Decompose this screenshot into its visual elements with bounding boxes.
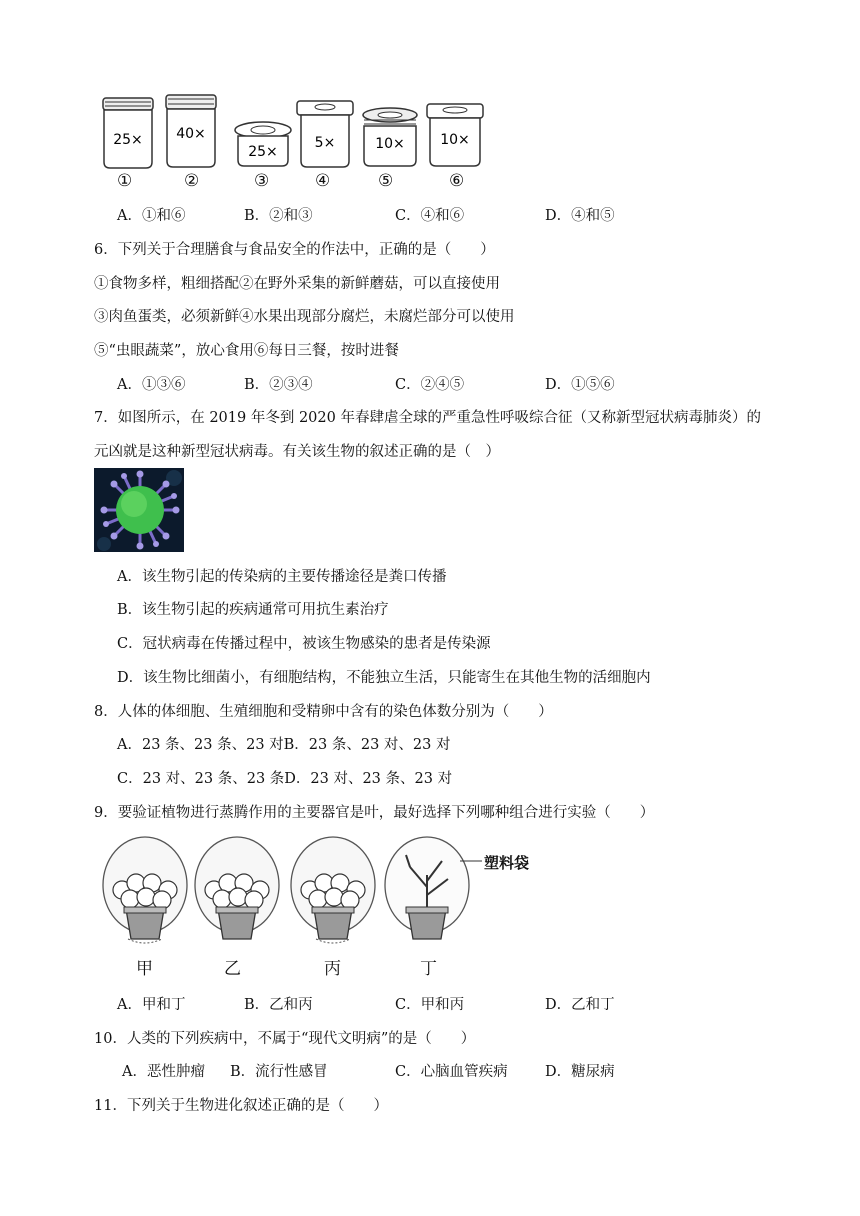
q6-option-d[interactable]: D．①⑤⑥	[545, 377, 615, 393]
lens-4-number: ④	[315, 171, 331, 191]
q5-option-c[interactable]: C．④和⑥	[395, 208, 465, 224]
q5-option-a[interactable]: A．①和⑥	[117, 208, 186, 224]
q6-option-b[interactable]: B．②③④	[244, 377, 313, 393]
lens-5-icon	[360, 106, 420, 168]
plant-bing-icon	[288, 835, 378, 947]
svg-text:10×: 10×	[375, 136, 405, 152]
svg-text:25×: 25×	[113, 132, 143, 148]
plant-jia-icon	[100, 835, 190, 947]
q10-option-c[interactable]: C．心脑血管疾病	[395, 1064, 508, 1080]
lens-3-number: ③	[254, 171, 270, 191]
q7-option-d[interactable]: D．该生物比细菌小，有细胞结构，不能独立生活，只能寄生在其他生物的活细胞内	[117, 670, 651, 686]
lens-2-number: ②	[184, 171, 200, 191]
lens-2-icon	[163, 93, 219, 169]
coronavirus-image	[94, 468, 184, 552]
lens-1-number: ①	[117, 171, 133, 191]
q9-option-c[interactable]: C．甲和丙	[395, 997, 465, 1013]
q8-stem: 8．人体的体细胞、生殖细胞和受精卵中含有的染色体数分别为（ ）	[94, 704, 553, 720]
q6-stem: 6．下列关于合理膳食与食品安全的作法中，正确的是（ ）	[94, 242, 495, 258]
q10-option-b[interactable]: B．流行性感冒	[230, 1064, 328, 1080]
q6-line-1: ①食物多样，粗细搭配②在野外采集的新鲜蘑菇，可以直接使用	[94, 276, 500, 292]
q7-option-b[interactable]: B．该生物引起的疾病通常可用抗生素治疗	[117, 602, 389, 618]
lens-4-icon	[295, 99, 355, 169]
q6-option-c[interactable]: C．②④⑤	[395, 377, 465, 393]
svg-text:10×: 10×	[440, 132, 470, 148]
q10-stem: 10．人类的下列疾病中，不属于“现代文明病”的是（ ）	[94, 1031, 476, 1047]
q7-stem-line-1: 7．如图所示，在 2019 年冬到 2020 年春肆虐全球的严重急性呼吸综合征（又称新型冠状病毒肺炎）的	[94, 410, 761, 426]
q6-option-a[interactable]: A．①③⑥	[117, 377, 186, 393]
q10-option-d[interactable]: D．糖尿病	[545, 1064, 615, 1080]
plant-label-yi: 乙	[224, 959, 241, 979]
plant-label-bing: 丙	[324, 959, 341, 979]
plant-label-ding: 丁	[420, 959, 437, 979]
svg-text:5×: 5×	[314, 135, 336, 151]
q10-option-a[interactable]: A．恶性肿瘤	[122, 1064, 205, 1080]
q11-stem: 11．下列关于生物进化叙述正确的是（ ）	[94, 1098, 388, 1114]
lens-1-icon	[100, 96, 156, 170]
lens-6-number: ⑥	[449, 171, 465, 191]
q9-option-b[interactable]: B．乙和丙	[244, 997, 313, 1013]
q9-stem: 9．要验证植物进行蒸腾作用的主要器官是叶，最好选择下列哪种组合进行实验（ ）	[94, 805, 655, 821]
svg-text:40×: 40×	[176, 126, 206, 142]
q5-option-b[interactable]: B．②和③	[244, 208, 313, 224]
q6-line-3: ⑤“虫眼蔬菜”，放心食用⑥每日三餐，按时进餐	[94, 343, 399, 359]
plant-label-jia: 甲	[136, 959, 153, 979]
q9-option-d[interactable]: D．乙和丁	[545, 997, 615, 1013]
lens-6-icon	[425, 102, 485, 168]
bag-label: 塑料袋	[484, 854, 530, 872]
lens-3-icon	[233, 120, 293, 168]
q8-options-line-1[interactable]: A．23 条、23 条、23 对B．23 条、23 对、23 对	[117, 737, 451, 753]
q7-stem-line-2: 元凶就是这种新型冠状病毒。有关该生物的叙述正确的是（ ）	[94, 444, 500, 460]
lens-5-number: ⑤	[378, 171, 394, 191]
q9-option-a[interactable]: A．甲和丁	[117, 997, 186, 1013]
svg-text:25×: 25×	[248, 144, 278, 160]
plant-yi-icon	[192, 835, 282, 947]
q7-option-a[interactable]: A．该生物引起的传染病的主要传播途径是粪口传播	[117, 569, 447, 585]
q7-option-c[interactable]: C．冠状病毒在传播过程中，被该生物感染的患者是传染源	[117, 636, 491, 652]
q5-option-d[interactable]: D．④和⑤	[545, 208, 615, 224]
q8-options-line-2[interactable]: C．23 对、23 条、23 条D．23 对、23 条、23 对	[117, 771, 453, 787]
q6-line-2: ③肉鱼蛋类，必须新鲜④水果出现部分腐烂，未腐烂部分可以使用	[94, 309, 515, 325]
